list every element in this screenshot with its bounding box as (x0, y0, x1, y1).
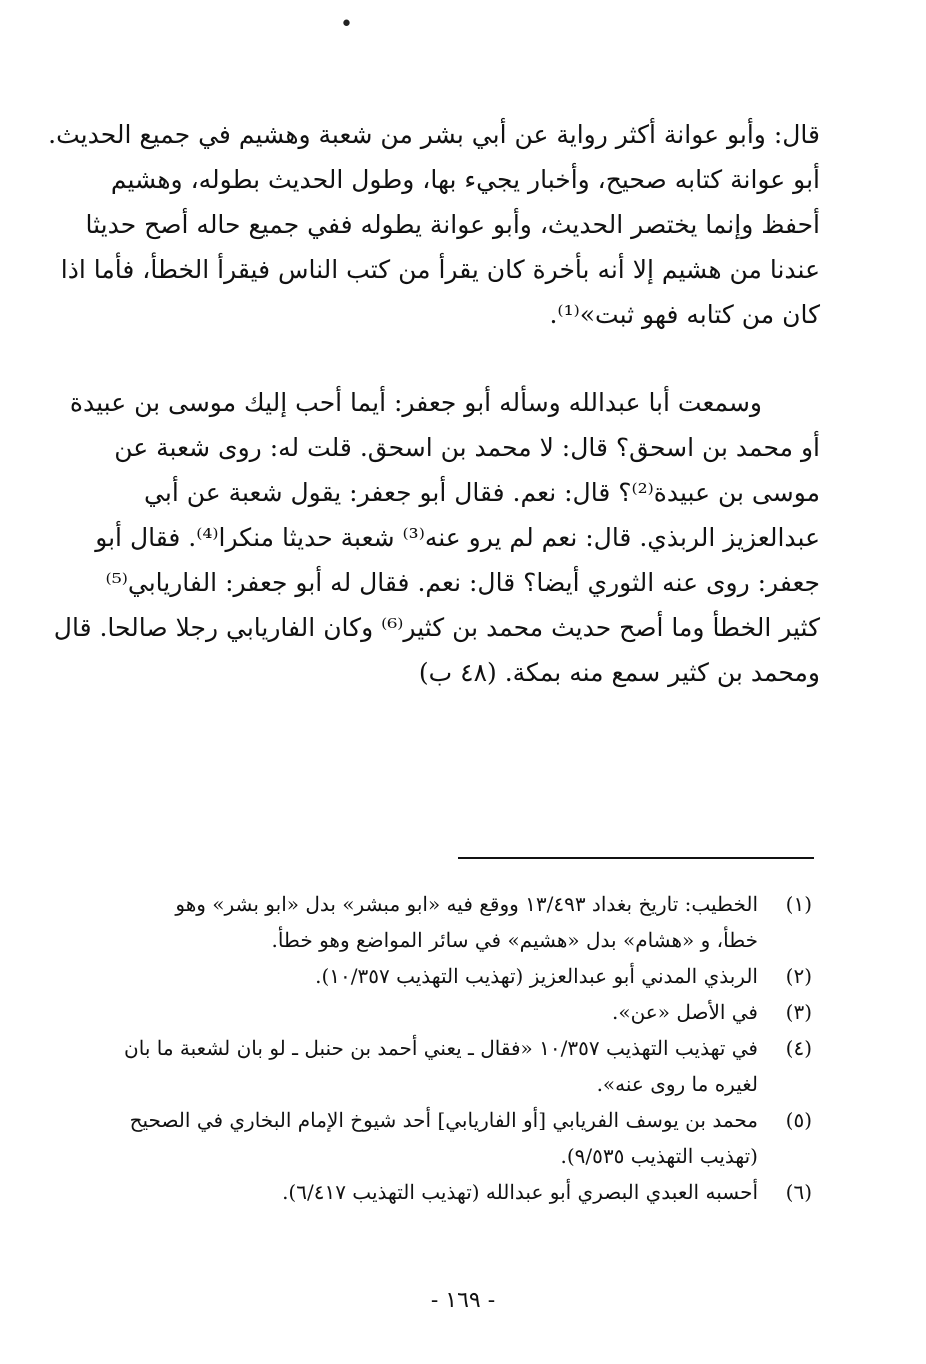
scan-mark: • (340, 12, 353, 37)
footnote-line: محمد بن يوسف الفريابي [أو الفاريابي] أحد شيوخ الإمام البخاري في الصحيح (129, 1108, 758, 1132)
text-line: كان من كتابه فهو ثبت»⁽¹⁾. (549, 300, 820, 329)
footnote-line: في الأصل «عن». (611, 1000, 758, 1024)
footnote-separator (458, 857, 814, 859)
footnote-line: أحسبه العبدي البصري أبو عبدالله (تهذيب التهذيب ٦/٤١٧). (282, 1180, 758, 1204)
text-line: أو محمد بن اسحق؟ قال: لا محمد بن اسحق. قلت له: روى شعبة عن (114, 433, 820, 462)
main-paragraph-2 (53, 380, 820, 695)
footnote-line: الربذي المدني أبو عبدالعزيز (تهذيب التهذيب ١٠/٣٥٧). (315, 964, 758, 988)
footnote-2 (108, 958, 820, 994)
footnote-4 (108, 1030, 820, 1102)
footnote-line: في تهذيب التهذيب ١٠/٣٥٧ «فقال ـ يعني أحمد بن حنبل ـ لو بان لشعبة ما بان (124, 1036, 758, 1060)
text-line: أحفظ وإنما يختصر الحديث، وأبو عوانة يطوله ففي جميع حاله أصح حديثا (85, 210, 820, 239)
text-line: موسى بن عبيدة⁽²⁾؟ قال: نعم. فقال أبو جعفر: يقول شعبة عن أبي (144, 478, 820, 507)
text-line: ومحمد بن كثير سمع منه بمكة. (٤٨ ب) (418, 658, 820, 687)
footnote-number: (٢) (785, 964, 812, 988)
text-line: جعفر: روى عنه الثوري أيضا؟ قال: نعم. فقال له أبو جعفر: الفاريابي⁽⁵⁾ (105, 568, 820, 597)
footnote-3 (108, 994, 820, 1030)
footnote-5 (108, 1102, 820, 1174)
footnote-number: (٦) (785, 1180, 812, 1204)
text-line: عبدالعزيز الربذي. قال: نعم لم يرو عنه⁽³⁾ شعبة حديثا منكرا⁽⁴⁾. فقال أبو (95, 523, 820, 552)
page-number: - ١٦٩ - (430, 1288, 496, 1313)
text-line: أبو عوانة كتابه صحيح، وأخبار يجيء بها، وطول الحديث بطوله، وهشيم (110, 165, 820, 194)
text-line: كثير الخطأ وما أصح حديث محمد بن كثير⁽⁶⁾ وكان الفاريابي رجلا صالحا. قال (53, 613, 820, 642)
text-line: وسمعت أبا عبدالله وسأله أبو جعفر: أيما أحب إليك موسى بن عبيدة (69, 388, 762, 417)
footnote-text (108, 1030, 758, 1102)
footnote-6 (108, 1174, 820, 1210)
main-paragraph-1 (48, 112, 820, 337)
footnote-text (108, 994, 758, 1030)
footnote-text (108, 1102, 758, 1174)
footnote-line: الخطيب: تاريخ بغداد ١٣/٤٩٣ ووقع فيه «ابو مبشر» بدل «ابو بشر» وهو (175, 892, 758, 916)
footnote-number: (٣) (785, 1000, 812, 1024)
footnote-number: (٤) (785, 1036, 812, 1060)
footnote-line: لغيره ما روى عنه». (596, 1072, 758, 1096)
footnote-line: (تهذيب التهذيب ٩/٥٣٥). (560, 1144, 758, 1168)
footnote-1 (108, 886, 820, 958)
footnote-number: (٥) (785, 1108, 812, 1132)
footnote-text (108, 886, 758, 958)
text-line: عندنا من هشيم إلا أنه بأخرة كان يقرأ من كتب الناس فيقرأ الخطأ، فأما اذا (60, 255, 820, 284)
footnote-text (108, 1174, 758, 1210)
text-line: قال: وأبو عوانة أكثر رواية عن أبي بشر من شعبة وهشيم في جميع الحديث. (48, 120, 820, 149)
footnotes (108, 886, 820, 1210)
footnote-number: (١) (785, 892, 812, 916)
footnote-line: خطأ، و «هشام» بدل «هشيم» في سائر المواضع وهو خطأ. (271, 928, 758, 952)
footnote-text (108, 958, 758, 994)
